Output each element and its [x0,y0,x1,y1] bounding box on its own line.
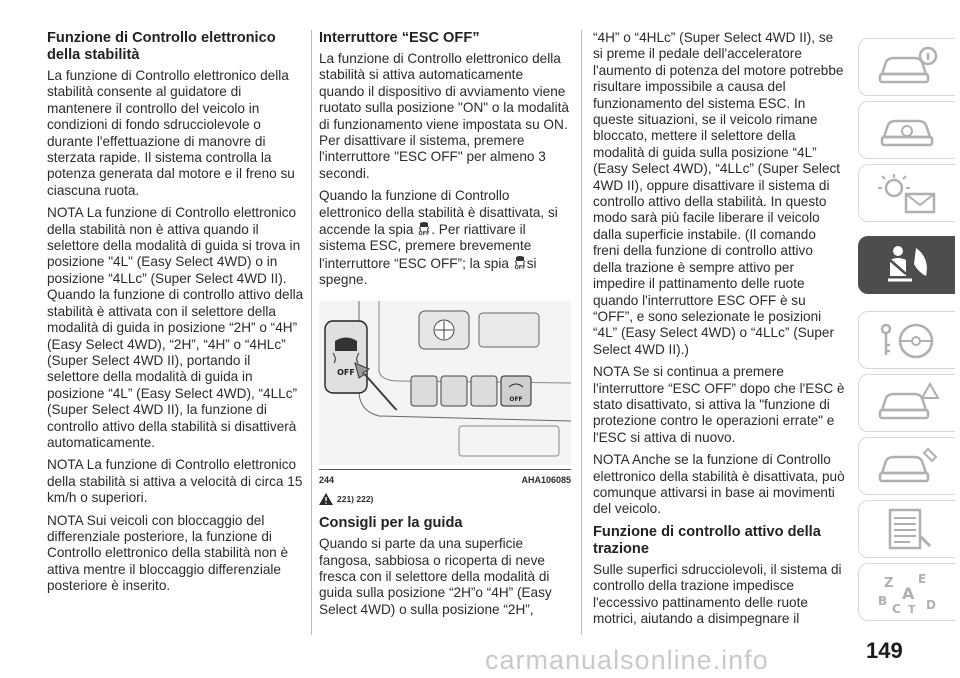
watermark: carmanualsonline.info [485,645,769,675]
tab-safety[interactable] [858,236,955,294]
column-divider [581,30,582,635]
svg-text:OFF: OFF [418,231,430,237]
warning-reference-row [319,491,571,507]
svg-text:OFF: OFF [337,367,355,377]
tab-starting-driving[interactable] [858,311,955,369]
esc-off-indicator-icon [417,221,431,236]
section-heading-esc: Funzione di Controllo elettronico della stabilità [47,30,276,63]
paragraph-text: Quando la funzione di Controllo elettronico della stabilità è disattivata, si accende la spia [319,188,558,238]
paragraph: “4H” o “4HLc” (Super Select 4WD II), se si preme il pedale dell'acceleratore l'aumento di potenza del motore potrebbe risultare impossibile a causa del funzionamento del sistema ESC. In queste situazioni, se il veicolo rimane bloccato, mettere il selettore della modalità di guida sulla posizione “4L” (Easy Select 4WD), “4LLc” (Super Select 4WD II), oppure disattivare il sistema di controllo attivo della stabilità. In questo modo sarà più facile liberare il veicolo dalla superficie instabile. (Il comando freni della funzione di controllo attivo della trazione è sempre attivo per impedire il pattinamento delle ruote quando l'interruttore ESC OFF è su “OFF”, e sono selezionate le posizioni “4L” (Easy Select 4WD) o “4LLc” (Super Select 4WD II).) [593,30,844,357]
note-paragraph: NOTA Sui veicoli con bloccaggio del differenziale posteriore, la funzione di Controllo elettronico della stabilità non è attiva mentre il bloccaggio differenziale posteriore è inserito. [47,512,289,594]
column-1 [47,30,305,601]
tab-alphabetical-index[interactable] [858,563,955,621]
column-3 [593,30,845,633]
column-2 [319,30,571,624]
index-letter: B [878,594,888,608]
index-letter: T [908,603,916,615]
figure-number: 244 [319,475,335,486]
tab-maintenance[interactable] [858,437,955,495]
index-letter: A [902,584,915,603]
section-heading-driving-tips: Consigli per la guida [319,515,463,532]
esc-off-switch-figure [319,301,571,486]
paragraph: La funzione di Controllo elettronico della stabilità si attiva automaticamente quando il dispositivo di avviamento viene ruotato sulla posizione "ON" o la modalità di funzionamento viene impostata su ON. Per disattivare il sistema, premere l'interruttore "ESC OFF" per almeno 3 secondi. [319,51,569,181]
paragraph: Quando si parte da una superficie fangosa, sabbiosa o ricoperta di neve fresca con il selettore della modalità di guida sulla posizione “2H”o “4H” (Easy Select 4WD) o sulla posizione “2H”, [319,536,552,617]
index-letter: Z [884,576,894,591]
index-letter: E [918,572,927,586]
note-paragraph: NOTA La funzione di Controllo elettronico della stabilità si attiva a velocità di circa 15 km/h o superiori. [47,457,303,506]
index-letter: C [892,602,901,615]
dashboard-switch-illustration [319,301,571,465]
specifications-list-icon [872,506,942,552]
column-divider [311,30,312,635]
note-paragraph: NOTA La funzione di Controllo elettronico della stabilità non è attiva quando il selettore della modalità di guida si trova in posizione "4L" (Easy Select 4WD) o in posizione “4LLc” (Super Select 4WD II). Quando la funzione di controllo attivo della stabilità è attivata con il selettore della modalità di guida in posizione “2H” o “4H” (Easy Select 4WD), “2H”, “4H” o “4HLc” (Super Select 4WD II), portando il selettore della modalità di guida in posizione “4L” (Easy Select 4WD), “4LLc” (Super Select 4WD II), la funzione di controllo attivo della stabilità si disattiverà automaticamente. [47,205,304,450]
alphabetical-index-icon [872,569,942,615]
note-paragraph: NOTA Anche se la funzione di Controllo elettronico della stabilità è disattivata, può comunque attivarsi in base ai movimenti del veicolo. [593,452,845,517]
tab-emergency[interactable] [858,374,955,432]
figure-caption [319,469,571,488]
section-heading-traction-control: Funzione di controllo attivo della trazione [593,523,821,557]
car-info-icon [872,44,942,90]
warning-triangle-icon [319,493,333,505]
paragraph-text: si spegne. [319,255,537,288]
tab-dashboard[interactable] [858,101,955,159]
note-paragraph: NOTA Se si continua a premere l'interruttore “ESC OFF” dopo che l'ESC è stato disattivato, si attiva la "funzione di protezione contro le operazioni errate" e l'ESC si attiva di nuovo. [593,364,845,445]
index-letter: D [926,598,936,612]
svg-text:OFF: OFF [514,264,526,270]
figure-code: AHA106085 [521,475,571,486]
car-warning-icon [872,380,942,426]
car-service-icon [872,443,942,489]
lights-message-icon [872,170,942,216]
tab-lights-messages[interactable] [858,164,955,222]
svg-text:OFF: OFF [509,395,523,403]
warning-refs: 221) 222) [337,493,374,504]
key-steering-icon [872,317,942,363]
paragraph: La funzione di Controllo elettronico della stabilità consente al guidatore di mantenere il controllo del veicolo in condizioni di fondo sdrucciolevole o durante l'effettuazione di manovre di sterzata rapide. Il sistema controlla la potenza generata dal motore e il freno su ciascuna ruota. [47,68,295,198]
paragraph-text: . Per riattivare il sistema ESC, premere brevemente l'interruttore “ESC OFF”; la spia [319,222,532,271]
section-heading-esc-off-switch: Interruttore “ESC OFF” [319,30,480,46]
tab-car-info[interactable] [858,38,955,96]
paragraph: Sulle superfici sdrucciolevoli, il sistema di controllo della trazione impedisce l'eccessivo pattinamento delle ruote motrici, aiutando a disimpegnare il [593,561,842,626]
dashboard-car-icon [872,107,942,153]
esc-off-indicator-icon [513,255,527,270]
paragraph-indicator [319,188,571,288]
seatbelt-airbag-icon [872,242,942,288]
page-number: 149 [866,638,903,663]
tab-technical-specs[interactable] [858,500,955,558]
